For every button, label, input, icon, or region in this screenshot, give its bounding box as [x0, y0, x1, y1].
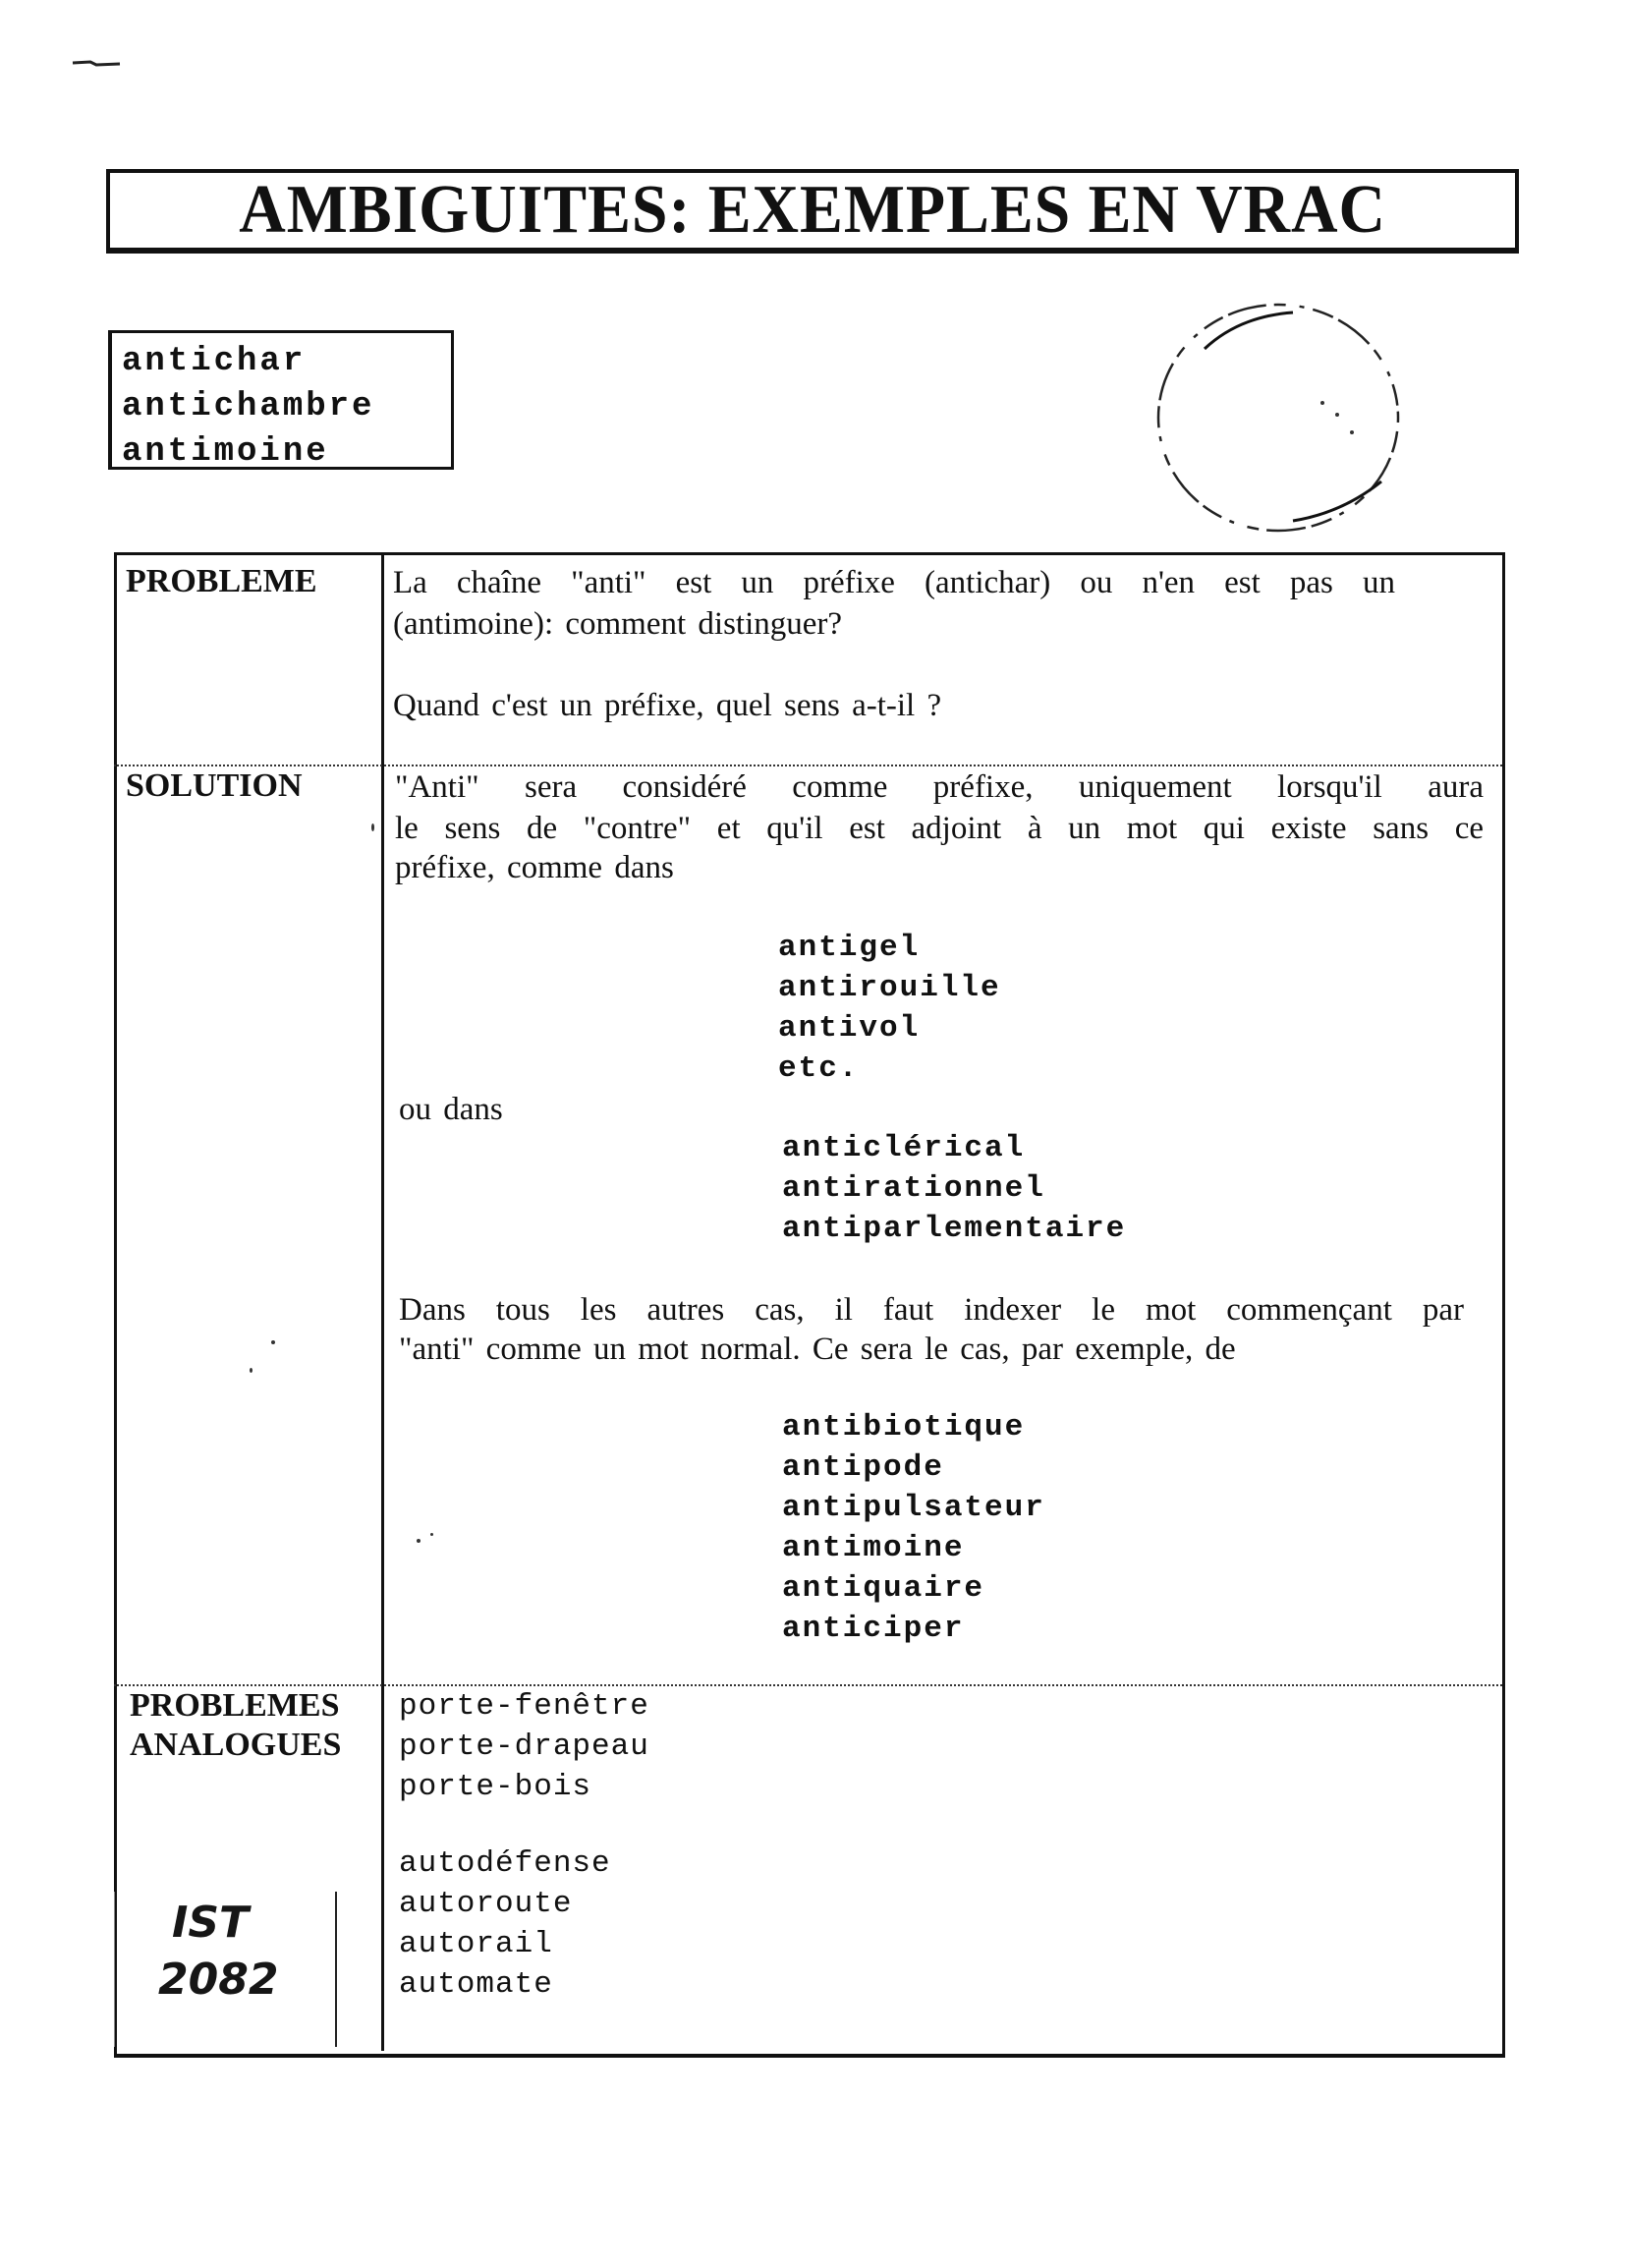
column-divider: [381, 552, 384, 2051]
handwritten-note: [114, 1892, 337, 2047]
scan-speck: [430, 1533, 433, 1536]
handwritten-line: IST: [172, 1898, 250, 1948]
title-box: [106, 169, 1519, 254]
analogues-group-2: [399, 1843, 611, 2005]
word-item: antimoine: [122, 433, 329, 471]
example-list-2: [782, 1128, 1126, 1249]
example-word: antirouille: [778, 971, 1001, 1005]
probleme-line: Quand c'est un préfixe, quel sens a-t-il ?: [393, 688, 942, 723]
example-word: antiquaire: [782, 1571, 985, 1606]
example-word: antipode: [782, 1450, 944, 1485]
circle-stamp-icon: [1146, 295, 1411, 540]
analogue-word: porte-fenêtre: [399, 1689, 649, 1724]
analogues-group-1: [399, 1686, 649, 1807]
example-word: anticiper: [782, 1612, 965, 1646]
analogues-label-line: ANALOGUES: [130, 1727, 342, 1763]
scan-speck: [250, 1368, 252, 1373]
scan-speck: [417, 1539, 421, 1543]
example-word: antigel: [778, 931, 921, 965]
solution-other-line: "anti" comme un mot normal. Ce sera le cas, par exemple, de: [399, 1332, 1236, 1367]
solution-intro-line: le sens de "contre" et qu'il est adjoint à un mot qui existe sans ce: [395, 811, 1484, 846]
example-list-1: [778, 928, 1001, 1089]
analogue-word: porte-drapeau: [399, 1729, 649, 1764]
example-word: anticlérical: [782, 1131, 1026, 1165]
analogue-word: autorail: [399, 1927, 553, 1961]
word-item: antichambre: [122, 388, 375, 425]
example-word: antiparlementaire: [782, 1212, 1127, 1246]
probleme-line: La chaîne "anti" est un préfixe (antichar) ou n'en est pas un: [393, 565, 1395, 600]
probleme-line: (antimoine): comment distinguer?: [393, 606, 843, 642]
solution-intro-line: "Anti" sera considéré comme préfixe, uniquement lorsqu'il aura: [395, 769, 1484, 805]
solution-other-line: Dans tous les autres cas, il faut indexer le mot commençant par: [399, 1292, 1464, 1328]
scan-speck: [271, 1340, 275, 1344]
analogues-label: [130, 1686, 341, 1765]
handwritten-line: 2082: [158, 1955, 279, 2005]
analogue-word: autodéfense: [399, 1846, 611, 1881]
example-list-3: [782, 1407, 1045, 1649]
example-word: antivol: [778, 1011, 921, 1046]
word-item: antichar: [122, 343, 307, 380]
solution-label: SOLUTION: [126, 767, 303, 804]
example-word: antimoine: [782, 1531, 965, 1565]
example-word: etc.: [778, 1051, 860, 1086]
ou-dans-text: ou dans: [399, 1092, 503, 1127]
example-word: antipulsateur: [782, 1491, 1045, 1525]
solution-intro-line: préfixe, comme dans: [395, 850, 674, 885]
analogue-word: porte-bois: [399, 1770, 592, 1804]
analogues-label-line: PROBLEMES: [130, 1687, 340, 1724]
example-word: antibiotique: [782, 1410, 1026, 1445]
analogue-word: automate: [399, 1967, 553, 2002]
page-title: AMBIGUITES: EXEMPLES EN VRAC: [239, 172, 1386, 248]
example-word: antirationnel: [782, 1171, 1045, 1206]
probleme-label: PROBLEME: [126, 563, 317, 599]
analogue-word: autoroute: [399, 1887, 573, 1921]
scan-speck: [371, 823, 374, 831]
word-box: [108, 330, 454, 470]
corner-scan-mark: [71, 59, 122, 67]
